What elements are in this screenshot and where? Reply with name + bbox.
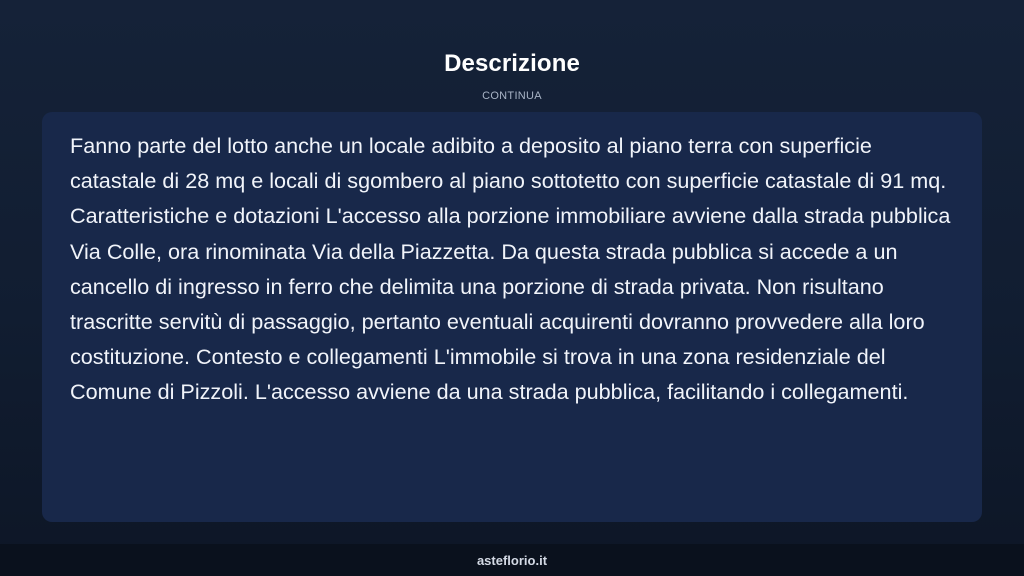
description-text: Fanno parte del lotto anche un locale adibito a deposito al piano terra con superficie catastale di 28 mq e locali di sgombero al piano sottotetto con superficie catastale di 91 mq. Caratteristiche e dotazioni L'accesso alla porzione immobiliare avviene dalla strada pubblica Via Colle, ora rinominata Via della Piazzetta. Da questa strada pubblica si accede a un cancello di ingresso in ferro che delimita una porzione di strada privata. Non risultano trascritte servitù di passaggio, pertanto eventuali acquirenti dovranno provvedere alla loro costituzione. Contesto e collegamenti L'immobile si trova in una zona residenziale del Comune di Pizzoli. L'accesso avviene da una strada pubblica, facilitando i collegamenti. <box>70 133 951 405</box>
footer-site-label: asteflorio.it <box>476 553 548 568</box>
page-subtitle: CONTINUA <box>482 90 542 102</box>
page-title: Descrizione <box>444 50 580 77</box>
footer-bar <box>0 544 1024 576</box>
description-card <box>42 112 982 522</box>
